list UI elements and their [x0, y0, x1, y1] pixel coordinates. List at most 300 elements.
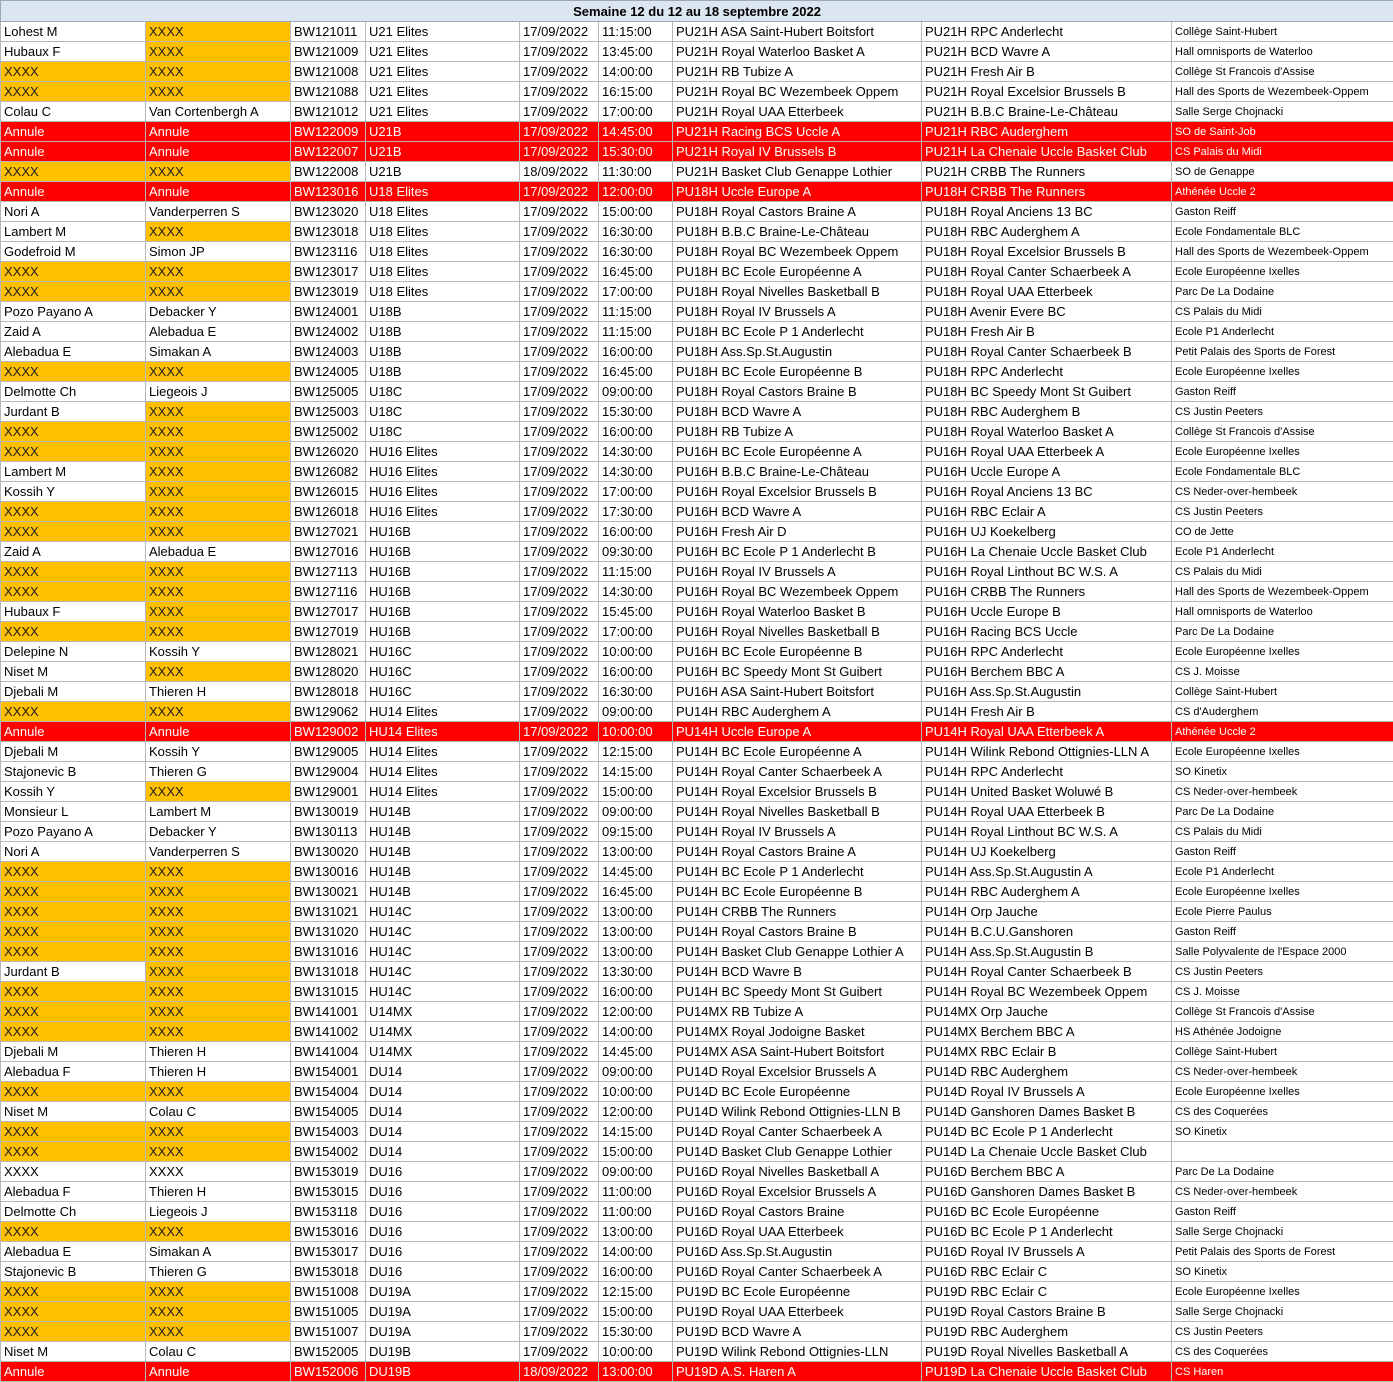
home-team-cell: PU18H Royal Castors Braine A — [673, 202, 922, 222]
match-time-cell: 09:30:00 — [599, 542, 673, 562]
away-team-cell: PU21H RBC Auderghem — [922, 122, 1172, 142]
referee-2-cell: XXXX — [146, 482, 291, 502]
home-team-cell: PU16D Royal Canter Schaerbeek A — [673, 1262, 922, 1282]
category-cell: U18 Elites — [366, 202, 520, 222]
match-date-cell: 17/09/2022 — [520, 102, 599, 122]
category-cell: DU14 — [366, 1102, 520, 1122]
referee-1-cell: Niset M — [1, 1342, 146, 1362]
away-team-cell: PU16H RBC Eclair A — [922, 502, 1172, 522]
category-cell: U18 Elites — [366, 262, 520, 282]
referee-2-cell: Debacker Y — [146, 302, 291, 322]
venue-cell: Ecole P1 Anderlecht — [1172, 322, 1393, 342]
match-time-cell: 15:00:00 — [599, 1302, 673, 1322]
home-team-cell: PU16H Royal Waterloo Basket B — [673, 602, 922, 622]
referee-2-cell: XXXX — [146, 222, 291, 242]
match-time-cell: 09:00:00 — [599, 1062, 673, 1082]
category-cell: DU16 — [366, 1242, 520, 1262]
match-code-cell: BW126082 — [291, 462, 366, 482]
table-row — [1, 882, 1393, 902]
match-code-cell: BW130019 — [291, 802, 366, 822]
away-team-cell: PU18H RBC Auderghem A — [922, 222, 1172, 242]
home-team-cell: PU14H Royal Castors Braine B — [673, 922, 922, 942]
category-cell: HU14C — [366, 902, 520, 922]
referee-1-cell: Stajonevic B — [1, 1262, 146, 1282]
referee-1-cell: Annule — [1, 182, 146, 202]
match-time-cell: 14:00:00 — [599, 1242, 673, 1262]
away-team-cell: PU21H Fresh Air B — [922, 62, 1172, 82]
category-cell: HU16C — [366, 642, 520, 662]
referee-1-cell: Lohest M — [1, 22, 146, 42]
category-cell: DU16 — [366, 1262, 520, 1282]
category-cell: DU16 — [366, 1162, 520, 1182]
home-team-cell: PU21H RB Tubize A — [673, 62, 922, 82]
referee-2-cell: Vanderperren S — [146, 842, 291, 862]
match-date-cell: 17/09/2022 — [520, 682, 599, 702]
away-team-cell: PU16H RPC Anderlecht — [922, 642, 1172, 662]
match-code-cell: BW141002 — [291, 1022, 366, 1042]
category-cell: HU14B — [366, 842, 520, 862]
referee-2-cell: Liegeois J — [146, 1202, 291, 1222]
home-team-cell: PU16H Royal Excelsior Brussels B — [673, 482, 922, 502]
table-row — [1, 442, 1393, 462]
home-team-cell: PU19D BC Ecole Européenne — [673, 1282, 922, 1302]
referee-1-cell: Hubaux F — [1, 42, 146, 62]
away-team-cell: PU18H Royal Excelsior Brussels B — [922, 242, 1172, 262]
away-team-cell: PU16H Berchem BBC A — [922, 662, 1172, 682]
referee-1-cell: XXXX — [1, 422, 146, 442]
match-code-cell: BW121009 — [291, 42, 366, 62]
match-time-cell: 16:00:00 — [599, 662, 673, 682]
referee-2-cell: XXXX — [146, 522, 291, 542]
venue-cell: CS Justin Peeters — [1172, 502, 1393, 522]
referee-2-cell: XXXX — [146, 1302, 291, 1322]
venue-cell: Collège Saint-Hubert — [1172, 1042, 1393, 1062]
home-team-cell: PU14H Royal Castors Braine A — [673, 842, 922, 862]
home-team-cell: PU21H Racing BCS Uccle A — [673, 122, 922, 142]
referee-1-cell: Niset M — [1, 1102, 146, 1122]
category-cell: DU16 — [366, 1182, 520, 1202]
referee-2-cell: XXXX — [146, 1162, 291, 1182]
match-code-cell: BW153018 — [291, 1262, 366, 1282]
match-code-cell: BW128021 — [291, 642, 366, 662]
venue-cell: Ecole Européenne Ixelles — [1172, 262, 1393, 282]
match-date-cell: 17/09/2022 — [520, 202, 599, 222]
sheet-title: Semaine 12 du 12 au 18 septembre 2022 — [1, 1, 1393, 22]
match-date-cell: 17/09/2022 — [520, 522, 599, 542]
venue-cell: Ecole Pierre Paulus — [1172, 902, 1393, 922]
match-date-cell: 17/09/2022 — [520, 542, 599, 562]
referee-1-cell: Nori A — [1, 202, 146, 222]
category-cell: HU16B — [366, 582, 520, 602]
match-time-cell: 16:30:00 — [599, 222, 673, 242]
match-date-cell: 18/09/2022 — [520, 162, 599, 182]
match-time-cell: 12:15:00 — [599, 1282, 673, 1302]
match-code-cell: BW123116 — [291, 242, 366, 262]
home-team-cell: PU18H BCD Wavre A — [673, 402, 922, 422]
category-cell: HU14B — [366, 822, 520, 842]
venue-cell: CS Neder-over-hembeek — [1172, 482, 1393, 502]
match-code-cell: BW125005 — [291, 382, 366, 402]
referee-1-cell: XXXX — [1, 982, 146, 1002]
venue-cell: CS Neder-over-hembeek — [1172, 1062, 1393, 1082]
venue-cell: Ecole P1 Anderlecht — [1172, 542, 1393, 562]
venue-cell: SO de Saint-Job — [1172, 122, 1393, 142]
match-code-cell: BW153019 — [291, 1162, 366, 1182]
match-time-cell: 14:30:00 — [599, 442, 673, 462]
referee-2-cell: XXXX — [146, 422, 291, 442]
match-date-cell: 17/09/2022 — [520, 222, 599, 242]
match-time-cell: 11:30:00 — [599, 162, 673, 182]
match-time-cell: 12:00:00 — [599, 182, 673, 202]
match-code-cell: BW154002 — [291, 1142, 366, 1162]
away-team-cell: PU16D Ganshoren Dames Basket B — [922, 1182, 1172, 1202]
home-team-cell: PU14D Wilink Rebond Ottignies-LLN B — [673, 1102, 922, 1122]
venue-cell: Gaston Reiff — [1172, 1202, 1393, 1222]
match-date-cell: 17/09/2022 — [520, 282, 599, 302]
referee-1-cell: Djebali M — [1, 1042, 146, 1062]
referee-1-cell: Delepine N — [1, 642, 146, 662]
referee-2-cell: Simakan A — [146, 342, 291, 362]
away-team-cell: PU14H Fresh Air B — [922, 702, 1172, 722]
referee-1-cell: Kossih Y — [1, 482, 146, 502]
match-code-cell: BW123018 — [291, 222, 366, 242]
away-team-cell: PU14H Royal UAA Etterbeek A — [922, 722, 1172, 742]
home-team-cell: PU16H Royal Nivelles Basketball B — [673, 622, 922, 642]
away-team-cell: PU18H Royal Canter Schaerbeek B — [922, 342, 1172, 362]
referee-1-cell: XXXX — [1, 502, 146, 522]
table-row — [1, 42, 1393, 62]
match-date-cell: 17/09/2022 — [520, 702, 599, 722]
match-code-cell: BW127021 — [291, 522, 366, 542]
referee-2-cell: Kossih Y — [146, 642, 291, 662]
referee-2-cell: Kossih Y — [146, 742, 291, 762]
venue-cell: Gaston Reiff — [1172, 382, 1393, 402]
table-row — [1, 1182, 1393, 1202]
referee-1-cell: Alebadua E — [1, 342, 146, 362]
away-team-cell: PU16D RBC Eclair C — [922, 1262, 1172, 1282]
venue-cell — [1172, 1142, 1393, 1162]
home-team-cell: PU16D Royal UAA Etterbeek — [673, 1222, 922, 1242]
match-code-cell: BW124003 — [291, 342, 366, 362]
match-date-cell: 17/09/2022 — [520, 1322, 599, 1342]
home-team-cell: PU14H BC Ecole Européenne A — [673, 742, 922, 762]
referee-2-cell: XXXX — [146, 962, 291, 982]
venue-cell: Salle Serge Chojnacki — [1172, 1222, 1393, 1242]
table-row — [1, 342, 1393, 362]
referee-2-cell: XXXX — [146, 1222, 291, 1242]
table-row — [1, 422, 1393, 442]
venue-cell: CS Palais du Midi — [1172, 562, 1393, 582]
category-cell: U21 Elites — [366, 62, 520, 82]
category-cell: HU14C — [366, 922, 520, 942]
match-code-cell: BW152005 — [291, 1342, 366, 1362]
match-code-cell: BW121012 — [291, 102, 366, 122]
away-team-cell: PU18H Royal Waterloo Basket A — [922, 422, 1172, 442]
match-time-cell: 14:45:00 — [599, 122, 673, 142]
table-row — [1, 1222, 1393, 1242]
table-row — [1, 1262, 1393, 1282]
home-team-cell: PU21H Basket Club Genappe Lothier — [673, 162, 922, 182]
referee-1-cell: Alebadua F — [1, 1062, 146, 1082]
category-cell: DU14 — [366, 1122, 520, 1142]
referee-2-cell: XXXX — [146, 1002, 291, 1022]
referee-2-cell: XXXX — [146, 442, 291, 462]
category-cell: HU16B — [366, 622, 520, 642]
referee-1-cell: XXXX — [1, 622, 146, 642]
venue-cell: CS Palais du Midi — [1172, 302, 1393, 322]
away-team-cell: PU14MX RBC Eclair B — [922, 1042, 1172, 1062]
away-team-cell: PU21H B.B.C Braine-Le-Château — [922, 102, 1172, 122]
match-code-cell: BW124001 — [291, 302, 366, 322]
category-cell: HU14B — [366, 862, 520, 882]
category-cell: U18 Elites — [366, 182, 520, 202]
home-team-cell: PU21H Royal Waterloo Basket A — [673, 42, 922, 62]
venue-cell: Parc De La Dodaine — [1172, 802, 1393, 822]
referee-1-cell: XXXX — [1, 362, 146, 382]
table-row — [1, 1202, 1393, 1222]
match-time-cell: 14:15:00 — [599, 1122, 673, 1142]
referee-1-cell: XXXX — [1, 62, 146, 82]
referee-2-cell: Colau C — [146, 1342, 291, 1362]
referee-2-cell: XXXX — [146, 1122, 291, 1142]
match-time-cell: 11:00:00 — [599, 1182, 673, 1202]
home-team-cell: PU18H Royal Nivelles Basketball B — [673, 282, 922, 302]
match-code-cell: BW153015 — [291, 1182, 366, 1202]
match-date-cell: 17/09/2022 — [520, 502, 599, 522]
away-team-cell: PU16H La Chenaie Uccle Basket Club — [922, 542, 1172, 562]
away-team-cell: PU14H United Basket Woluwé B — [922, 782, 1172, 802]
referee-2-cell: XXXX — [146, 622, 291, 642]
category-cell: HU16 Elites — [366, 462, 520, 482]
match-time-cell: 14:00:00 — [599, 1022, 673, 1042]
match-code-cell: BW123017 — [291, 262, 366, 282]
venue-cell: SO Kinetix — [1172, 1262, 1393, 1282]
referee-1-cell: XXXX — [1, 82, 146, 102]
referee-2-cell: XXXX — [146, 262, 291, 282]
match-time-cell: 14:00:00 — [599, 62, 673, 82]
venue-cell: Petit Palais des Sports de Forest — [1172, 342, 1393, 362]
referee-2-cell: Simon JP — [146, 242, 291, 262]
category-cell: HU14B — [366, 802, 520, 822]
away-team-cell: PU14H RPC Anderlecht — [922, 762, 1172, 782]
away-team-cell: PU14MX Orp Jauche — [922, 1002, 1172, 1022]
match-date-cell: 17/09/2022 — [520, 922, 599, 942]
match-code-cell: BW130113 — [291, 822, 366, 842]
table-row — [1, 482, 1393, 502]
venue-cell: CS J. Moisse — [1172, 982, 1393, 1002]
match-date-cell: 17/09/2022 — [520, 82, 599, 102]
match-time-cell: 15:00:00 — [599, 202, 673, 222]
home-team-cell: PU14MX Royal Jodoigne Basket — [673, 1022, 922, 1042]
match-code-cell: BW127116 — [291, 582, 366, 602]
table-row — [1, 562, 1393, 582]
match-time-cell: 16:15:00 — [599, 82, 673, 102]
away-team-cell: PU19D RBC Auderghem — [922, 1322, 1172, 1342]
match-code-cell: BW154003 — [291, 1122, 366, 1142]
referee-1-cell: Jurdant B — [1, 402, 146, 422]
away-team-cell: PU16D Royal IV Brussels A — [922, 1242, 1172, 1262]
venue-cell: Ecole Fondamentale BLC — [1172, 462, 1393, 482]
table-row — [1, 1162, 1393, 1182]
referee-2-cell: XXXX — [146, 362, 291, 382]
home-team-cell: PU16H BC Ecole Européenne A — [673, 442, 922, 462]
match-time-cell: 17:00:00 — [599, 282, 673, 302]
referee-1-cell: XXXX — [1, 902, 146, 922]
referee-2-cell: Van Cortenbergh A — [146, 102, 291, 122]
referee-1-cell: XXXX — [1, 562, 146, 582]
away-team-cell: PU16D BC Ecole Européenne — [922, 1202, 1172, 1222]
away-team-cell: PU18H Royal Anciens 13 BC — [922, 202, 1172, 222]
match-time-cell: 09:15:00 — [599, 822, 673, 842]
venue-cell: CS Justin Peeters — [1172, 962, 1393, 982]
match-date-cell: 17/09/2022 — [520, 462, 599, 482]
table-row — [1, 582, 1393, 602]
away-team-cell: PU14D Ganshoren Dames Basket B — [922, 1102, 1172, 1122]
match-date-cell: 17/09/2022 — [520, 302, 599, 322]
match-time-cell: 14:15:00 — [599, 762, 673, 782]
referee-1-cell: XXXX — [1, 1322, 146, 1342]
referee-2-cell: XXXX — [146, 922, 291, 942]
home-team-cell: PU14D Royal Excelsior Brussels A — [673, 1062, 922, 1082]
table-row — [1, 1022, 1393, 1042]
referee-1-cell: XXXX — [1, 922, 146, 942]
venue-cell: CS des Coquerées — [1172, 1342, 1393, 1362]
match-time-cell: 15:30:00 — [599, 402, 673, 422]
referee-1-cell: Djebali M — [1, 682, 146, 702]
category-cell: HU14 Elites — [366, 762, 520, 782]
away-team-cell: PU14D Royal IV Brussels A — [922, 1082, 1172, 1102]
category-cell: DU16 — [366, 1202, 520, 1222]
away-team-cell: PU18H BC Speedy Mont St Guibert — [922, 382, 1172, 402]
away-team-cell: PU16H Royal Linthout BC W.S. A — [922, 562, 1172, 582]
venue-cell: Ecole Européenne Ixelles — [1172, 1082, 1393, 1102]
home-team-cell: PU14H CRBB The Runners — [673, 902, 922, 922]
match-time-cell: 11:15:00 — [599, 322, 673, 342]
match-date-cell: 17/09/2022 — [520, 42, 599, 62]
table-row — [1, 542, 1393, 562]
home-team-cell: PU18H BC Ecole Européenne A — [673, 262, 922, 282]
away-team-cell: PU21H CRBB The Runners — [922, 162, 1172, 182]
match-date-cell: 17/09/2022 — [520, 482, 599, 502]
referee-1-cell: XXXX — [1, 442, 146, 462]
referee-2-cell: XXXX — [146, 602, 291, 622]
referee-1-cell: Pozo Payano A — [1, 302, 146, 322]
venue-cell: Ecole P1 Anderlecht — [1172, 862, 1393, 882]
referee-1-cell: XXXX — [1, 522, 146, 542]
away-team-cell: PU18H Royal UAA Etterbeek — [922, 282, 1172, 302]
category-cell: U21 Elites — [366, 42, 520, 62]
match-time-cell: 13:00:00 — [599, 922, 673, 942]
table-row — [1, 902, 1393, 922]
category-cell: U14MX — [366, 1022, 520, 1042]
away-team-cell: PU16D Berchem BBC A — [922, 1162, 1172, 1182]
table-row — [1, 102, 1393, 122]
match-code-cell: BW129002 — [291, 722, 366, 742]
referee-1-cell: XXXX — [1, 1002, 146, 1022]
match-code-cell: BW127113 — [291, 562, 366, 582]
venue-cell: CS Neder-over-hembeek — [1172, 1182, 1393, 1202]
category-cell: U21 Elites — [366, 102, 520, 122]
match-time-cell: 10:00:00 — [599, 642, 673, 662]
home-team-cell: PU16H Royal IV Brussels A — [673, 562, 922, 582]
venue-cell: Collège St Francois d'Assise — [1172, 422, 1393, 442]
referee-1-cell: Godefroid M — [1, 242, 146, 262]
referee-1-cell: Delmotte Ch — [1, 382, 146, 402]
match-date-cell: 17/09/2022 — [520, 802, 599, 822]
match-date-cell: 17/09/2022 — [520, 982, 599, 1002]
match-time-cell: 10:00:00 — [599, 1082, 673, 1102]
match-code-cell: BW151008 — [291, 1282, 366, 1302]
referee-2-cell: Annule — [146, 1362, 291, 1382]
home-team-cell: PU19D A.S. Haren A — [673, 1362, 922, 1382]
home-team-cell: PU18H Royal IV Brussels A — [673, 302, 922, 322]
table-row — [1, 802, 1393, 822]
table-row — [1, 762, 1393, 782]
match-date-cell: 17/09/2022 — [520, 942, 599, 962]
table-row — [1, 1062, 1393, 1082]
match-date-cell: 17/09/2022 — [520, 602, 599, 622]
match-date-cell: 17/09/2022 — [520, 862, 599, 882]
home-team-cell: PU16H Royal BC Wezembeek Oppem — [673, 582, 922, 602]
venue-cell: Gaston Reiff — [1172, 922, 1393, 942]
venue-cell: Ecole Européenne Ixelles — [1172, 642, 1393, 662]
table-row — [1, 162, 1393, 182]
match-code-cell: BW153016 — [291, 1222, 366, 1242]
match-time-cell: 16:00:00 — [599, 1262, 673, 1282]
referee-2-cell: XXXX — [146, 162, 291, 182]
referee-2-cell: Simakan A — [146, 1242, 291, 1262]
match-time-cell: 15:30:00 — [599, 1322, 673, 1342]
category-cell: U18B — [366, 302, 520, 322]
referee-1-cell: XXXX — [1, 1302, 146, 1322]
table-row — [1, 942, 1393, 962]
away-team-cell: PU19D RBC Eclair C — [922, 1282, 1172, 1302]
table-row — [1, 182, 1393, 202]
category-cell: U21 Elites — [366, 82, 520, 102]
match-time-cell: 16:00:00 — [599, 422, 673, 442]
home-team-cell: PU19D Wilink Rebond Ottignies-LLN — [673, 1342, 922, 1362]
referee-2-cell: Thieren H — [146, 682, 291, 702]
home-team-cell: PU16D Royal Castors Braine — [673, 1202, 922, 1222]
away-team-cell: PU16H Racing BCS Uccle — [922, 622, 1172, 642]
table-row — [1, 742, 1393, 762]
referee-1-cell: Annule — [1, 122, 146, 142]
referee-1-cell: XXXX — [1, 1282, 146, 1302]
home-team-cell: PU14MX ASA Saint-Hubert Boitsfort — [673, 1042, 922, 1062]
match-date-cell: 17/09/2022 — [520, 422, 599, 442]
match-code-cell: BW129062 — [291, 702, 366, 722]
match-code-cell: BW127017 — [291, 602, 366, 622]
match-date-cell: 17/09/2022 — [520, 642, 599, 662]
match-date-cell: 17/09/2022 — [520, 1102, 599, 1122]
home-team-cell: PU19D BCD Wavre A — [673, 1322, 922, 1342]
match-date-cell: 17/09/2022 — [520, 402, 599, 422]
table-row — [1, 622, 1393, 642]
category-cell: HU16C — [366, 662, 520, 682]
match-date-cell: 17/09/2022 — [520, 1302, 599, 1322]
referee-1-cell: Annule — [1, 1362, 146, 1382]
table-row — [1, 982, 1393, 1002]
home-team-cell: PU18H Royal Castors Braine B — [673, 382, 922, 402]
referee-2-cell: XXXX — [146, 502, 291, 522]
table-row — [1, 202, 1393, 222]
referee-2-cell: Thieren G — [146, 762, 291, 782]
away-team-cell: PU16H Ass.Sp.St.Augustin — [922, 682, 1172, 702]
match-time-cell: 17:00:00 — [599, 622, 673, 642]
match-date-cell: 17/09/2022 — [520, 1002, 599, 1022]
match-time-cell: 16:30:00 — [599, 682, 673, 702]
referee-1-cell: XXXX — [1, 942, 146, 962]
